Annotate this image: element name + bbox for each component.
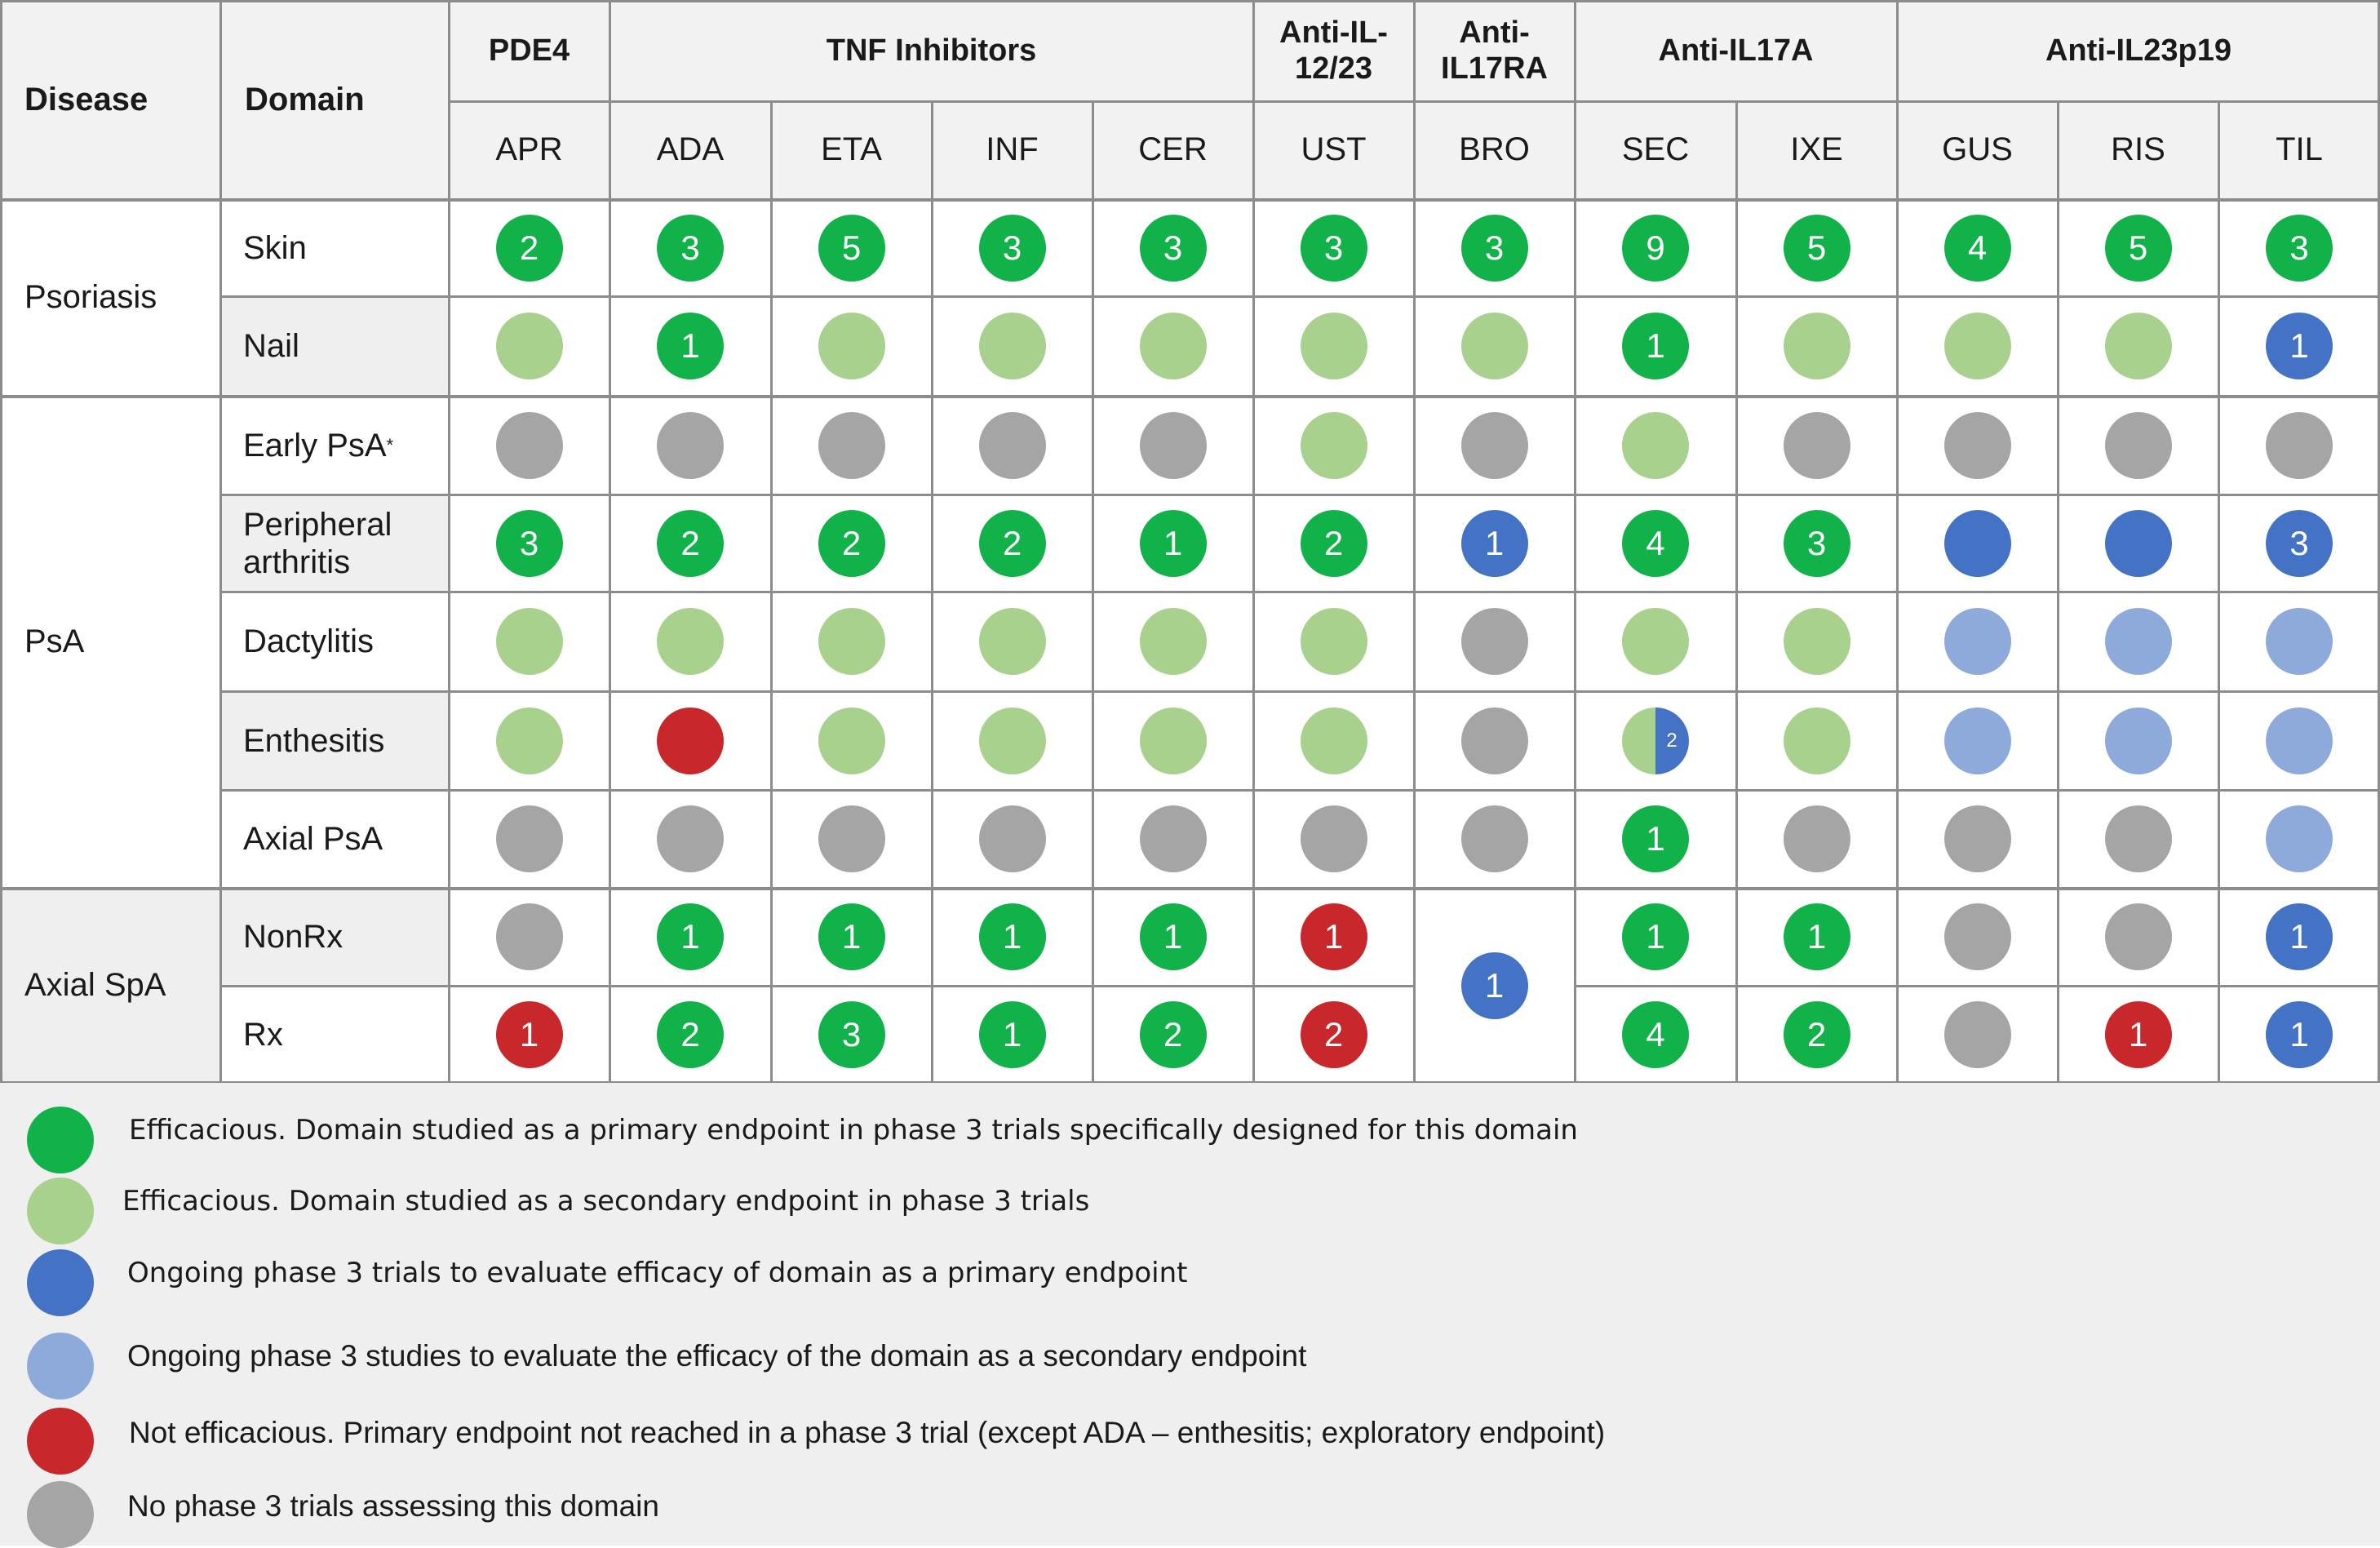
drug-header-sec: SEC [1621, 131, 1690, 167]
status-dot [1944, 215, 2011, 282]
grid-line [0, 0, 2380, 2]
trial-count: 1 [2289, 1014, 2309, 1053]
grid-line [1735, 100, 1738, 1083]
trial-count: 3 [1806, 523, 1827, 562]
drug-header-ixe: IXE [1790, 131, 1843, 167]
status-dot [1784, 903, 1850, 970]
status-dot [1140, 510, 1207, 577]
status-dot [2266, 412, 2333, 479]
status-dot [1140, 1001, 1207, 1068]
group-header-anti-il23p19: Anti-IL23p19 [2045, 33, 2232, 68]
status-dot [979, 707, 1046, 774]
domain-label: Nail [243, 328, 299, 364]
status-dot [1461, 707, 1528, 774]
status-dot [657, 707, 724, 774]
header-disease: Disease [24, 81, 148, 118]
status-dot [1944, 608, 2011, 675]
status-dot [1622, 707, 1689, 774]
trial-count: 1 [1323, 917, 1344, 956]
status-dot [1301, 1001, 1367, 1068]
domain-axial-psa [220, 790, 449, 888]
drug-header-eta: ETA [821, 131, 882, 167]
status-dot [818, 805, 885, 872]
status-dot [1944, 903, 2011, 970]
domain-rx [220, 986, 449, 1083]
status-dot [2266, 215, 2333, 282]
status-dot [2266, 510, 2333, 577]
status-dot [496, 608, 563, 675]
trial-count: 1 [1806, 917, 1827, 956]
disease-psa: PsA [24, 623, 85, 659]
status-dot [2105, 510, 2172, 577]
trial-count: 1 [1484, 523, 1505, 562]
trial-count: 5 [1806, 228, 1827, 267]
grid-line [220, 690, 2380, 693]
status-dot [657, 903, 724, 970]
grid-line [2057, 100, 2059, 1083]
trial-count: 3 [2289, 523, 2309, 562]
status-dot [496, 805, 563, 872]
trial-count: 2 [680, 1014, 700, 1053]
drug-header-ust: UST [1301, 131, 1367, 167]
grid-line [1896, 0, 1899, 1083]
drug-header-inf: INF [986, 131, 1039, 167]
status-dot [496, 313, 563, 379]
status-dot [2105, 707, 2172, 774]
status-dot [1301, 412, 1367, 479]
group-header-anti-il-12-23: Anti-IL-12/23 [1279, 15, 1388, 86]
domain-label: Skin [243, 229, 307, 266]
status-dot [1301, 215, 1367, 282]
status-dot [1784, 215, 1850, 282]
status-dot [657, 313, 724, 379]
drug-header-cer: CER [1138, 131, 1208, 167]
domain-label: Peripheral arthritis [243, 506, 392, 580]
trial-count: 1 [680, 326, 700, 365]
status-dot [496, 412, 563, 479]
status-dot [979, 313, 1046, 379]
status-dot [1784, 313, 1850, 379]
drug-header-bro: BRO [1459, 131, 1530, 167]
domain-label: Dactylitis [243, 623, 375, 659]
trial-count: 3 [1002, 228, 1022, 267]
grid-line [0, 0, 2, 1083]
disease-axial-spa: Axial SpA [0, 888, 220, 1083]
domain-early-psa [220, 396, 449, 495]
header-domain: Domain [245, 81, 365, 118]
grid-line [448, 0, 450, 1083]
status-dot [2105, 313, 2172, 379]
trial-count: 3 [841, 1014, 862, 1053]
grid-line [220, 789, 2380, 792]
status-dot [1944, 1001, 2011, 1068]
status-dot [2105, 412, 2172, 479]
grid-line [220, 985, 1414, 987]
status-dot [818, 215, 885, 282]
status-dot [1784, 608, 1850, 675]
status-dot [657, 1001, 724, 1068]
grid-line [219, 0, 222, 1083]
status-dot [1622, 215, 1689, 282]
group-header-anti-il17ra: Anti-IL17RA [1441, 15, 1548, 86]
status-dot [2266, 608, 2333, 675]
drug-header-ada: ADA [656, 131, 725, 167]
group-header-pde4: PDE4 [488, 33, 570, 68]
trial-count: 3 [2289, 228, 2309, 267]
trial-count: 3 [1484, 228, 1505, 267]
group-header-anti-il17a: Anti-IL17A [1658, 33, 1814, 68]
status-dot [2105, 805, 2172, 872]
domain-skin [220, 199, 449, 296]
trial-count: 2 [1666, 729, 1678, 752]
grid-line [1252, 0, 1255, 1083]
domain-label: Enthesitis [243, 722, 385, 759]
trial-count: 1 [2289, 326, 2309, 365]
status-dot [1622, 313, 1689, 379]
grid-line [0, 198, 2380, 202]
grid-line [1574, 0, 1576, 1083]
status-dot [1140, 313, 1207, 379]
domain-nail [220, 296, 449, 396]
drug-header-gus: GUS [1942, 131, 2013, 167]
trial-count: 2 [680, 523, 700, 562]
grid-line [220, 295, 2380, 298]
status-dot [1944, 805, 2011, 872]
trial-count: 2 [519, 228, 539, 267]
trial-count: 1 [1002, 1014, 1022, 1053]
legend-text-primary: Efficacious. Domain studied as a primary endpoint in phase 3 trials specifically designed for this domain [129, 1114, 1578, 1147]
status-dot [818, 707, 885, 774]
status-dot [1622, 510, 1689, 577]
status-dot [496, 1001, 563, 1068]
status-dot [2105, 215, 2172, 282]
status-dot [1622, 903, 1689, 970]
grid-line [0, 887, 2380, 890]
trial-count: 2 [1163, 1014, 1183, 1053]
status-dot [818, 510, 885, 577]
drug-header-til: TIL [2276, 131, 2323, 167]
status-dot [2266, 707, 2333, 774]
status-dot [818, 313, 885, 379]
status-dot [1140, 215, 1207, 282]
status-dot [1301, 707, 1367, 774]
status-dot [1784, 805, 1850, 872]
status-dot [657, 215, 724, 282]
grid-line [770, 100, 773, 1083]
trial-count: 3 [519, 523, 539, 562]
trial-count: 2 [1806, 1014, 1827, 1053]
legend-text-secondary: Efficacious. Domain studied as a secondary endpoint in phase 3 trials [122, 1185, 1090, 1218]
status-dot [1461, 313, 1528, 379]
trial-count: 1 [1163, 917, 1183, 956]
status-dot [1622, 608, 1689, 675]
status-dot [2105, 903, 2172, 970]
trial-count: 1 [1646, 917, 1665, 956]
trial-count: 2 [1323, 1014, 1344, 1053]
status-dot [2105, 1001, 2172, 1068]
group-header-tnf-inhibitors: TNF Inhibitors [826, 33, 1037, 68]
legend-swatch-ongoing-secondary [27, 1333, 94, 1399]
trial-count: 2 [1323, 523, 1344, 562]
footnote-marker: * [386, 434, 394, 455]
status-dot [818, 412, 885, 479]
grid-line [220, 494, 2380, 496]
legend [0, 1083, 2380, 1546]
domain-label: Early PsA [243, 427, 387, 464]
domain-dactylitis [220, 592, 449, 691]
status-dot [979, 215, 1046, 282]
trial-count: 4 [1646, 523, 1665, 562]
grid-line [1575, 985, 2380, 987]
status-dot [1461, 510, 1528, 577]
status-dot [2105, 608, 2172, 675]
trial-count: 1 [1484, 966, 1505, 1005]
status-dot [979, 412, 1046, 479]
status-dot [496, 903, 563, 970]
status-dot [657, 608, 724, 675]
trial-count: 1 [1646, 819, 1665, 858]
status-dot [2266, 313, 2333, 379]
domain-peripheral-arthritis [220, 495, 449, 592]
trial-count: 1 [1646, 326, 1665, 365]
status-dot [1944, 313, 2011, 379]
trial-count: 1 [2289, 917, 2309, 956]
trial-count: 4 [1646, 1014, 1665, 1053]
trial-count: 3 [680, 228, 700, 267]
status-dot [1140, 707, 1207, 774]
legend-swatch-not-efficacious [27, 1408, 94, 1475]
grid-line [609, 0, 611, 1083]
status-dot [657, 510, 724, 577]
status-dot [1301, 608, 1367, 675]
domain-label: NonRx [243, 919, 343, 955]
legend-text-no-trials: No phase 3 trials assessing this domain [127, 1489, 659, 1523]
status-dot [1140, 903, 1207, 970]
status-dot [979, 805, 1046, 872]
grid-line [0, 395, 2380, 398]
status-dot [1301, 903, 1367, 970]
status-dot [1622, 805, 1689, 872]
status-dot [2266, 1001, 2333, 1068]
trial-count: 1 [1163, 523, 1183, 562]
legend-text-ongoing-secondary: Ongoing phase 3 studies to evaluate the efficacy of the domain as a secondary endpoint [127, 1339, 1307, 1373]
trial-count: 1 [2128, 1014, 2148, 1053]
status-dot [1461, 952, 1528, 1019]
status-dot [1461, 215, 1528, 282]
domain-label: Axial PsA [243, 821, 383, 857]
disease-psoriasis: Psoriasis [24, 279, 157, 315]
trial-count: 5 [841, 228, 862, 267]
trial-count: 9 [1646, 228, 1665, 267]
legend-swatch-ongoing-primary [27, 1249, 94, 1316]
trial-count: 1 [1002, 917, 1022, 956]
grid-line [931, 100, 933, 1083]
status-dot [496, 707, 563, 774]
status-dot [1944, 707, 2011, 774]
status-dot [1944, 510, 2011, 577]
trial-count: 3 [1323, 228, 1344, 267]
status-dot [1784, 412, 1850, 479]
trial-count: 4 [1967, 228, 1988, 267]
status-dot [979, 510, 1046, 577]
legend-swatch-no-trials [27, 1481, 94, 1548]
status-dot [1140, 412, 1207, 479]
status-dot [818, 1001, 885, 1068]
domain-nonrx [220, 888, 449, 986]
status-dot [818, 608, 885, 675]
domain-label: Rx [243, 1016, 283, 1053]
status-dot [2266, 903, 2333, 970]
status-dot [1622, 1001, 1689, 1068]
trial-count: 1 [680, 917, 700, 956]
status-dot [979, 1001, 1046, 1068]
grid-line [220, 591, 2380, 593]
status-dot [979, 608, 1046, 675]
grid-line [1413, 0, 1416, 1083]
grid-line [2218, 100, 2220, 1083]
trial-count: 2 [841, 523, 862, 562]
status-dot [657, 412, 724, 479]
status-dot [1301, 313, 1367, 379]
status-dot [1944, 412, 2011, 479]
legend-swatch-primary [27, 1107, 94, 1173]
status-dot [1140, 608, 1207, 675]
status-dot [979, 903, 1046, 970]
trial-count: 3 [1163, 228, 1183, 267]
status-dot [496, 510, 563, 577]
grid-line [1092, 100, 1094, 1083]
legend-swatch-secondary [27, 1178, 94, 1244]
status-dot [1461, 805, 1528, 872]
status-dot [1784, 510, 1850, 577]
status-dot [2266, 805, 2333, 872]
trial-count: 1 [519, 1014, 539, 1053]
trial-count: 1 [841, 917, 862, 956]
legend-text-not-efficacious: Not efficacious. Primary endpoint not reached in a phase 3 trial (except ADA – enthesitis; exploratory endpoint) [129, 1416, 1606, 1449]
status-dot [1461, 412, 1528, 479]
status-dot [818, 903, 885, 970]
status-dot [1784, 1001, 1850, 1068]
status-dot [1461, 608, 1528, 675]
status-dot [1622, 412, 1689, 479]
status-dot [1784, 707, 1850, 774]
trial-count: 5 [2128, 228, 2148, 267]
domain-enthesitis [220, 691, 449, 790]
legend-text-ongoing-primary: Ongoing phase 3 trials to evaluate efficacy of domain as a primary endpoint [127, 1257, 1188, 1289]
drug-header-ris: RIS [2111, 131, 2165, 167]
trial-count: 2 [1002, 523, 1022, 562]
status-dot [496, 215, 563, 282]
status-dot [1140, 805, 1207, 872]
status-dot [1301, 805, 1367, 872]
drug-header-apr: APR [495, 131, 563, 167]
status-dot [1301, 510, 1367, 577]
status-dot [657, 805, 724, 872]
